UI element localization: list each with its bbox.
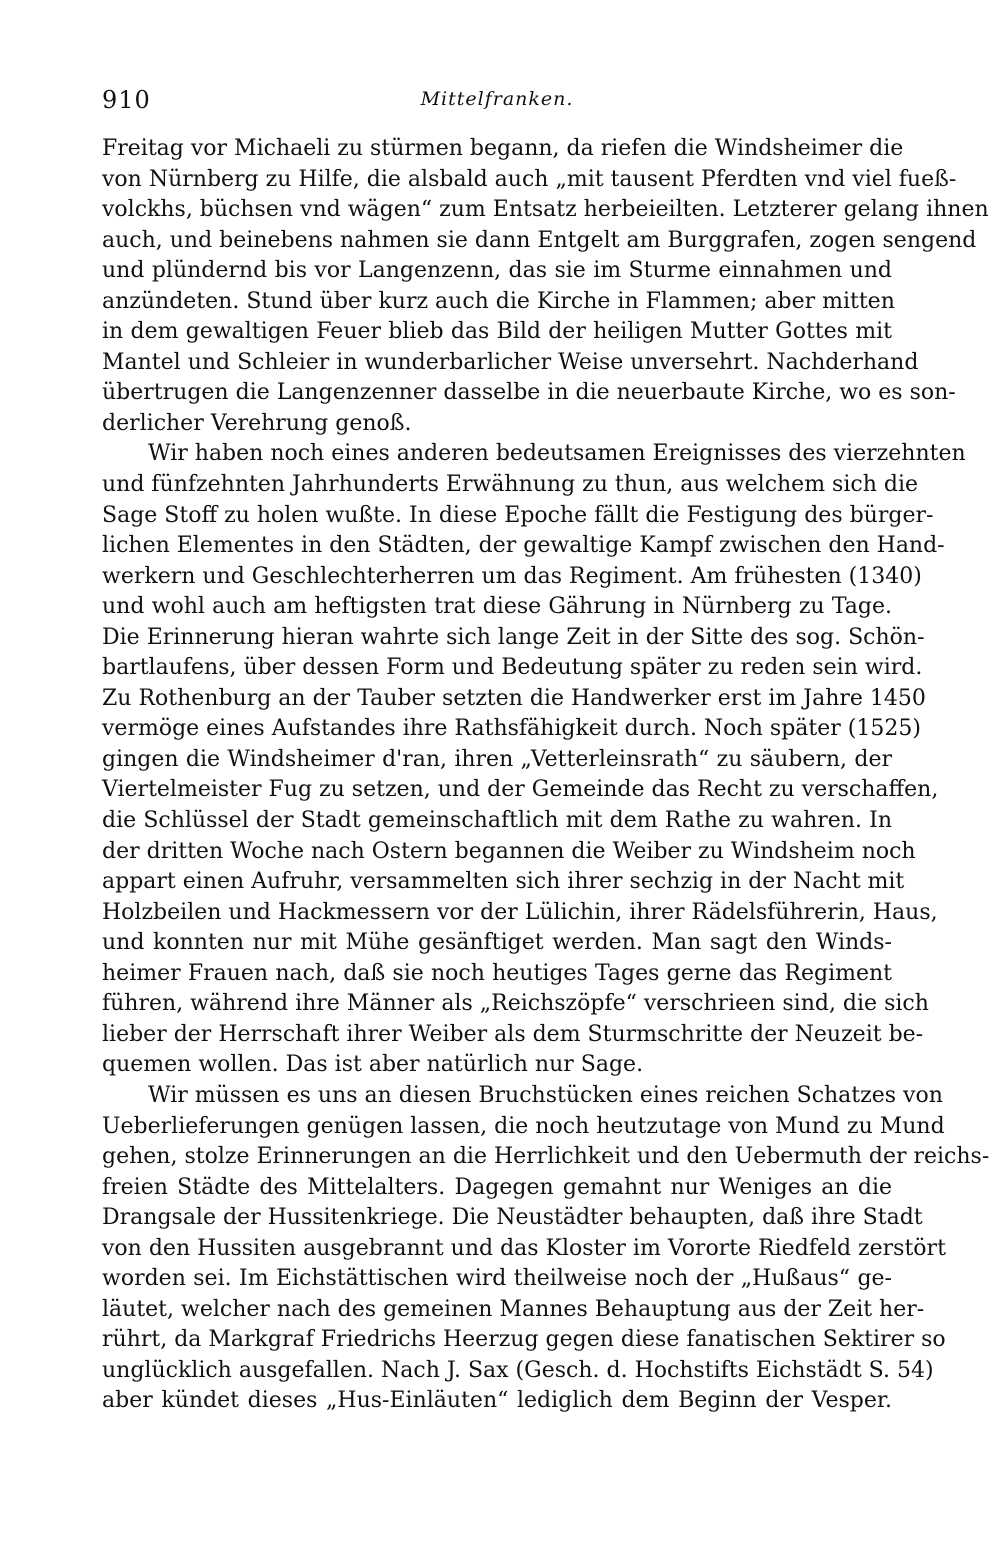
body-text (102, 134, 990, 1417)
text-line: freien Städte des Mittelalters. Dagegen gemahnt nur Weniges an die (102, 1174, 892, 1200)
text-line: führen, während ihre Männer als „Reichszöpfe“ verschrieen sind, die sich (102, 991, 929, 1017)
text-line: worden sei. Im Eichstättischen wird theilweise noch der „Hußaus“ ge- (102, 1266, 892, 1292)
text-line: und wohl auch am heftigsten trat diese Gährung in Nürnberg zu Tage. (102, 594, 892, 620)
text-line: heimer Frauen nach, daß sie noch heutiges Tages gerne das Regiment (102, 960, 892, 986)
text-line: von den Hussiten ausgebrannt und das Kloster im Vororte Riedfeld zerstört (102, 1235, 946, 1261)
text-line: der dritten Woche nach Ostern begannen die Weiber zu Windsheim noch (102, 838, 916, 864)
text-line: unglücklich ausgefallen. Nach J. Sax (Gesch. d. Hochstifts Eichstädt S. 54) (102, 1357, 934, 1383)
text-line: Freitag vor Michaeli zu stürmen begann, da riefen die Windsheimer die (102, 136, 904, 161)
text-line: läutet, welcher nach des gemeinen Mannes Behauptung aus der Zeit her- (102, 1296, 925, 1322)
running-title: Mittelfranken. (420, 88, 574, 110)
text-line: derlicher Verehrung genoß. (102, 410, 412, 436)
text-line: bartlaufens, über dessen Form und Bedeutung später zu reden sein wird. (102, 655, 923, 681)
text-line: werkern und Geschlechterherren um das Regiment. Am frühesten (1340) (102, 563, 922, 589)
text-line: und konnten nur mit Mühe gesänftiget werden. Man sagt den Winds- (102, 930, 892, 956)
text-line: und plündernd bis vor Langenzenn, das sie im Sturme einnahmen und (102, 258, 892, 284)
text-line: übertrugen die Langenzenner dasselbe in die neuerbaute Kirche, wo es son- (102, 380, 956, 406)
text-line: quemen wollen. Das ist aber natürlich nur Sage. (102, 1052, 644, 1078)
text-line: lieber der Herrschaft ihrer Weiber als dem Sturmschritte der Neuzeit be- (102, 1021, 924, 1047)
text-line: gingen die Windsheimer d'ran, ihren „Vetterleinsrath“ zu säubern, der (102, 746, 892, 772)
text-line: Sage Stoff zu holen wußte. In diese Epoche fällt die Festigung des bürger- (102, 502, 934, 528)
text-line: von Nürnberg zu Hilfe, die alsbald auch „mit tausent Pferdten vnd viel fueß- (102, 166, 957, 192)
text-line: aber kündet dieses „Hus-Einläuten“ lediglich dem Beginn der Vesper. (102, 1388, 892, 1414)
text-line: gehen, stolze Erinnerungen an die Herrlichkeit und den Uebermuth der reichs- (102, 1144, 990, 1170)
text-line: anzündeten. Stund über kurz auch die Kirche in Flammen; aber mitten (102, 288, 895, 314)
text-line: Ueberlieferungen genügen lassen, die noch heutzutage von Mund zu Mund (102, 1113, 945, 1139)
text-line: Mantel und Schleier in wunderbarlicher Weise unversehrt. Nachderhand (102, 349, 919, 375)
document-page (102, 84, 990, 1417)
text-line: auch, und beinebens nahmen sie dann Entgelt am Burggrafen, zogen sengend (102, 227, 977, 253)
text-line: Holzbeilen und Hackmessern vor der Lülichin, ihrer Rädelsführerin, Haus, (102, 899, 938, 925)
page-number: 910 (102, 86, 151, 114)
text-line: appart einen Aufruhr, versammelten sich ihrer sechzig in der Nacht mit (102, 869, 905, 895)
text-line: in dem gewaltigen Feuer blieb das Bild der heiligen Mutter Gottes mit (102, 319, 892, 345)
text-line: vermöge eines Aufstandes ihre Rathsfähigkeit durch. Noch später (1525) (102, 716, 921, 742)
text-line: lichen Elementes in den Städten, der gewaltige Kampf zwischen den Hand- (102, 533, 945, 559)
text-line: und fünfzehnten Jahrhunderts Erwähnung zu thun, aus welchem sich die (102, 472, 919, 498)
text-line: die Schlüssel der Stadt gemeinschaftlich mit dem Rathe zu wahren. In (102, 808, 892, 834)
text-line: Viertelmeister Fug zu setzen, und der Gemeinde das Recht zu verschaffen, (102, 777, 939, 803)
text-line: Wir müssen es uns an diesen Bruchstücken eines reichen Schatzes von (148, 1082, 943, 1108)
text-line: Zu Rothenburg an der Tauber setzten die Handwerker erst im Jahre 1450 (102, 685, 926, 711)
text-line: Die Erinnerung hieran wahrte sich lange Zeit in der Sitte des sog. Schön- (102, 624, 925, 650)
page-header (102, 84, 892, 124)
text-line: Wir haben noch eines anderen bedeutsamen Ereignisses des vierzehnten (148, 441, 966, 467)
text-line: Drangsale der Hussitenkriege. Die Neustädter behaupten, daß ihre Stadt (102, 1205, 923, 1231)
text-line: rührt, da Markgraf Friedrichs Heerzug gegen diese fanatischen Sektirer so (102, 1327, 946, 1353)
text-line: volckhs, büchsen vnd wägen“ zum Entsatz herbeieilten. Letzterer gelang ihnen (102, 197, 989, 223)
